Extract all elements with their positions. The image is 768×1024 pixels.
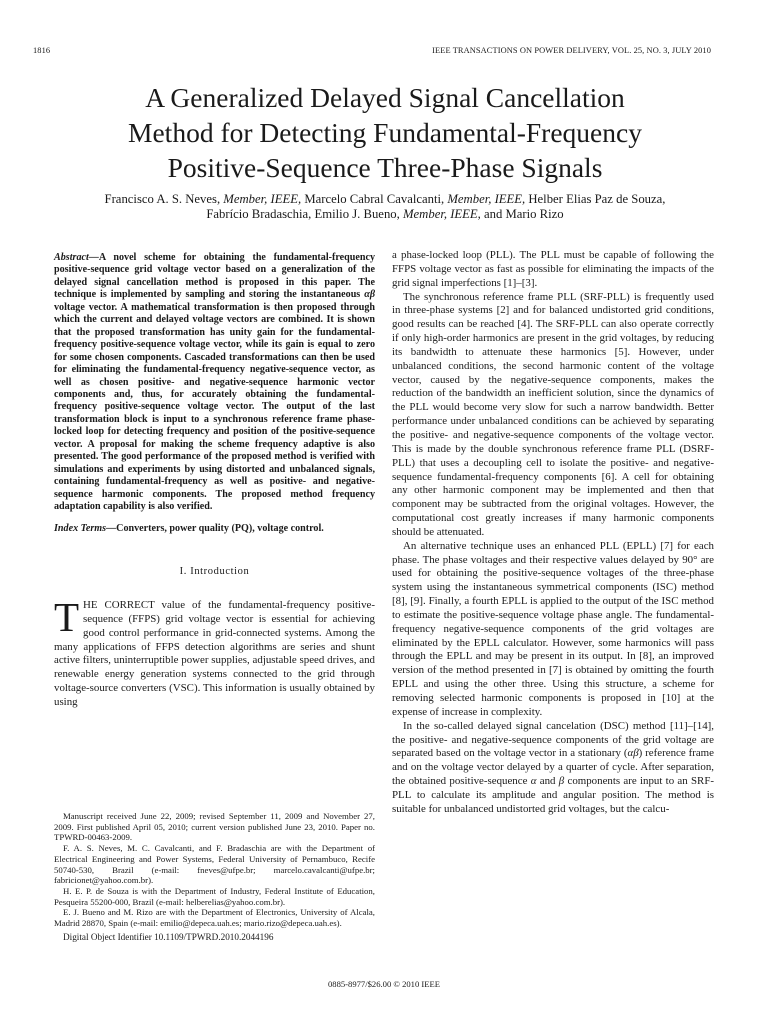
author-cavalcanti: Marcelo Cabral Cavalcanti,	[304, 192, 445, 206]
abstract-symbol-alphabeta: αβ	[364, 289, 375, 301]
paragraph-srf-pll: The synchronous reference frame PLL (SRF-PLL) is frequently used in three-phase systems [2] and for balanced undistorted grid conditions, good results can be reached [4]. The SRF-PLL can also operate correctly if only high-order harmonics are present in the grid voltages, by reducing its bandwidth to attenuate these harmonics [5]. However, under unbalanced conditions, the second harmonic content of the voltage vector, caused by the negative-sequence components, makes the reduction of the bandwidth an inefficient solution, since the dynamics of the PLL would become very slow for such a narrow bandwidth. Better performance under unbalanced conditions can be achieved by separating the positive- and negative-sequence components of the voltage vector. This is made by the double synchronous reference frame PLL (DSRF-PLL) that uses a decoupling cell to isolate the positive- and negative-sequence fundamental-frequency components [6]. A cell for obtaining any other harmonic component may be implemented and then that component may be subtracted from the original voltages. However, the computational cost greatly increases if many harmonic components should be attenuated.	[392, 290, 714, 538]
left-column	[54, 252, 375, 710]
abstract	[54, 252, 375, 514]
paper-title	[40, 80, 730, 185]
author-rizo: and Mario Rizo	[484, 207, 564, 221]
copyright-footer: 0885-8977/$26.00 © 2010 IEEE	[327, 979, 441, 989]
dsc-symbol-alphabeta: αβ	[627, 747, 639, 760]
footnote-manuscript: Manuscript received June 22, 2009; revised September 11, 2009 and November 27, 2009. First published April 05, 2010; current version published June 23, 2010. Paper no. TPWRD-00463-2009.	[54, 811, 375, 843]
paragraph-pll: a phase-locked loop (PLL). The PLL must be capable of following the FFPS voltage vector as fast as possible for eliminating the impacts of the grid signal imperfections [1]–[3].	[392, 249, 714, 289]
intro-paragraph	[54, 593, 375, 710]
footnote-affiliation-1: F. A. S. Neves, M. C. Cavalcanti, and F. Bradaschia are with the Department of Electrical Engineering and Power Systems, Federal University of Pernambuco, Recife 50740-530, Brazil (e-mail: fneves@ufpe.br; marcelo.cavalcanti@ufpe.br; fabricionet@yahoo.com.br).	[54, 843, 375, 886]
dsc-symbol-alpha: α	[530, 775, 537, 788]
drop-cap: T	[54, 593, 80, 640]
author-line-2	[30, 207, 740, 222]
page-number: 1816	[33, 46, 51, 55]
footnote-affiliation-3: E. J. Bueno and M. Rizo are with the Department of Electronics, University of Alcala, Madrid 28870, Spain (e-mail: emilio@depeca.uah.es; mario.rizo@depeca.uah.es).	[54, 907, 375, 929]
dsc-text-3: and	[536, 775, 559, 788]
right-column	[392, 249, 714, 817]
footnote-affiliation-2: H. E. P. de Souza is with the Department of Industry, Federal Institute of Education, Pesqueira 55200-000, Brazil (e-mail: helberelias@yahoo.com.br).	[54, 885, 375, 907]
dsc-text-4: components are input to an SRF-PLL to calculate its amplitude and angular position. The method is suitable for unbalanced undistorted grid voltages, but the calcu-	[392, 775, 715, 815]
dsc-symbol-beta: β	[558, 775, 565, 788]
abstract-text-1: A novel scheme for obtaining the fundamental-frequency positive-sequence grid voltage vector based on a generalization of the delayed signal cancellation method is proposed in this paper. The technique is implemented by sampling and storing the instantaneous	[54, 252, 375, 301]
running-header: IEEE TRANSACTIONS ON POWER DELIVERY, VOL. 25, NO. 3, JULY 2010	[432, 46, 711, 55]
title-line-3: Positive-Sequence Three-Phase Signals	[167, 152, 603, 183]
abstract-text-2: voltage vector. A mathematical transformation is then proposed through which the current and delayed voltage vectors are combined. It is shown that the proposed transformation has unity gain for the fundamental-frequency positive-sequence voltage vector, while its gain is equal to zero for some chosen components. Cascaded transformations can then be used for eliminating the fundamental-frequency negative-sequence vector, as well as chosen positive- and negative-sequence harmonic vector components and, thus, for accurately obtaining the fundamental-frequency positive-sequence voltage vector. The output of the last transformation block is input to a synchronous reference frame phase-locked loop for detecting frequency and position of the positive-sequence vector. A proposal for making the scheme frequency adaptive is also presented. The good performance of the proposed method is verified with simulations and experiments by using distorted and unbalanced signals, containing fundamental-frequency as well as positive- and negative-sequence harmonic components. The proposed method frequency adaptation capability is also verified.	[54, 301, 375, 513]
title-line-1: A Generalized Delayed Signal Cancellation	[145, 82, 625, 113]
dsc-text-1: In the so-called delayed signal cancelation (DSC) method [11]–[14], the positive- and negative-sequence components of the grid voltage are separated based on the voltage vector in a stationary (	[392, 719, 714, 760]
title-line-2: Method for Detecting Fundamental-Frequency	[128, 117, 642, 148]
author-souza: Helber Elias Paz de Souza,	[528, 192, 666, 206]
author-neves: Francisco A. S. Neves,	[104, 192, 221, 206]
abstract-lead: Abstract—	[54, 252, 99, 263]
author-list	[30, 192, 740, 222]
intro-text: HE CORRECT value of the fundamental-frequency positive-sequence (FFPS) grid voltage vector is essential for achieving good control performance in grid-connected systems. Among the many applications of FFPS detection algorithms are series and shunt active filters, uninterruptible power supplies, adjustable speed drives, and renewable energy generation systems connected to the grid through voltage-source converters (VSC). This information is usually obtained by using	[54, 598, 375, 708]
dsc-text-2: ) reference frame and on the voltage vector delayed by a quarter of cycle. After separation, the obtained positive-sequence	[392, 747, 714, 788]
footnotes	[54, 811, 375, 942]
membership-neves: Member, IEEE,	[223, 192, 302, 206]
author-bradaschia: Fabrício Bradaschia,	[206, 207, 312, 221]
author-bueno: Emilio J. Bueno,	[314, 207, 400, 221]
author-line-1	[30, 192, 740, 207]
section-heading-introduction: I. Introduction	[179, 565, 250, 577]
index-terms-text: Converters, power quality (PQ), voltage control.	[116, 522, 324, 534]
paragraph-dsc	[392, 720, 714, 817]
doi-identifier: Digital Object Identifier 10.1109/TPWRD.2010.2044196	[63, 931, 274, 942]
paragraph-epll: An alternative technique uses an enhanced PLL (EPLL) [7] for each phase. The phase voltages and their respective values delayed by 90° are used for obtaining the positive-sequence voltages of the three-phase system using the instantaneous symmetrical components (ISC) method [8], [9]. Finally, a fourth EPLL is applied to the output of the ISC method to estimate the positive-sequence voltage phase angle. The fundamental-frequency negative-sequence components of the grid voltages are eliminated by the EPLL calculator. However, some harmonics will pass through the EPLL and may be present in its output. In [8], an improved version of the method presented in [7] is obtained by omitting the fourth EPLL and using the other three. Using this structure, a scheme for removing selected harmonic components is proposed in [10] at the expense of increase in complexity.	[392, 539, 714, 718]
membership-bueno: Member, IEEE,	[402, 207, 481, 221]
index-terms-lead: Index Terms—	[54, 522, 117, 534]
membership-cavalcanti: Member, IEEE,	[447, 192, 526, 206]
index-terms	[54, 523, 375, 535]
